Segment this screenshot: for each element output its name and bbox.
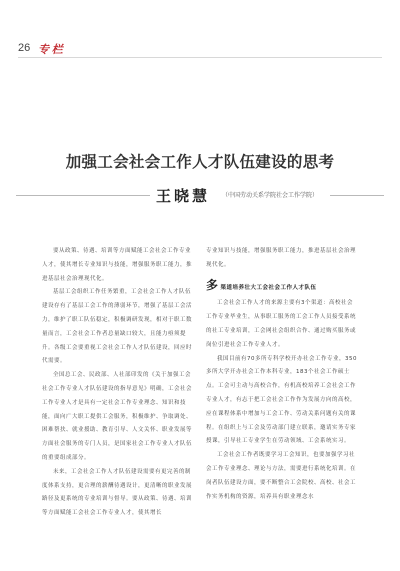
paragraph: 专业知识与技能，增强服务职工能力，推进基层社会治理现代化。 xyxy=(206,248,357,268)
paragraph: 未来，工会社会工作人才队伍建设需要有更完善的制度体系支持，更合理的薪酬待遇设计，更清晰的职业发展路径及更系统的专业培训与督导。要从政策、待遇、培训等方面赋能工会社会工作专业人才，使其增长 xyxy=(42,468,193,517)
paragraph: 工会社会工作者既要学习工会知识，也要加强学习社会工作专业理念、理论与方法，需要进行系统化培训。在岗者队伍建设方面，要不断整合工会院校、高校、社会工作实务机构的资源，培养具有职业理念水 xyxy=(206,452,357,500)
section-label: 专 栏 xyxy=(38,44,63,56)
paragraph: 工会社会工作人才的来源主要有3个渠道：高校社会工作专业毕业生，从事职工服务的工会工作人员接受系统的社工专业培训，工会网社会组织合作、通过购买服务或岗位引进社会工作专业人才。 xyxy=(206,300,357,348)
paragraph: 我国目前有70多所专科学校开办社会工作专业，350多所大学开办社会工作本科专业，183个社会工作硕士点。工会可主动与高校合作，有机高校培养工会社会工作专业人才，有志于把工会社会工作作为发展方向的高校，应在课程体系中增加与工会工作、劳动关系问题有关的课程。在组织上与工会及劳动部门建立联系，邀请实务专家授课，引导社工专业学生在劳动领域、工会系统实习。 xyxy=(206,355,357,445)
paragraph: 全国总工会、民政部、人社部印发的《关于加强工会社会工作专业人才队伍建设的指导意见》明确，工会社会工作专业人才是具有一定社会工作专业理念、知识和技能，面向广大职工提供工会服务，积极维护、争取调处、困难帮扶、就业援助、教育引导、人文关怀、职业发展等方面社会服务的专门人员，是国家社会工作专业人才队伍的重要组成部分。 xyxy=(42,372,193,461)
author-rule-left xyxy=(16,195,150,196)
author-line xyxy=(0,185,400,205)
subheading-text: 渠道培养壮大工会社会工作人才队伍 xyxy=(220,284,317,291)
header-divider xyxy=(18,57,382,58)
author-affiliation: （中国劳动关系学院社会工作学院） xyxy=(222,192,319,199)
author-rule-right xyxy=(330,195,384,196)
author-name: 王晓慧 xyxy=(156,187,211,205)
subheading xyxy=(206,279,358,296)
article-title: 加强工会社会工作人才队伍建设的思考 xyxy=(65,153,335,171)
paragraph: 要从政策、待遇、培训等方面赋能工会社会工作专业人才，使其增长专业知识与技能，增强服务职工能力，推进基层社会治理现代化。 xyxy=(42,248,193,282)
page-number: 26 xyxy=(18,42,31,54)
right-column xyxy=(206,245,358,504)
subheading-initial: 多 xyxy=(206,277,219,292)
paragraph: 基层工会组织工作任务繁重，工会社会工作人才队伍建设存有了基层工会工作的薄弱环节，增强了基层工会活力，维护了职工队伍稳定，积极调研发现，相对于职工数量而言，工会社会工作者总量缺口较大，且能力亟须提升。各级工会要重视工会社会工作人才队伍建设，回应时代需要。 xyxy=(42,289,193,365)
left-column xyxy=(42,245,194,521)
